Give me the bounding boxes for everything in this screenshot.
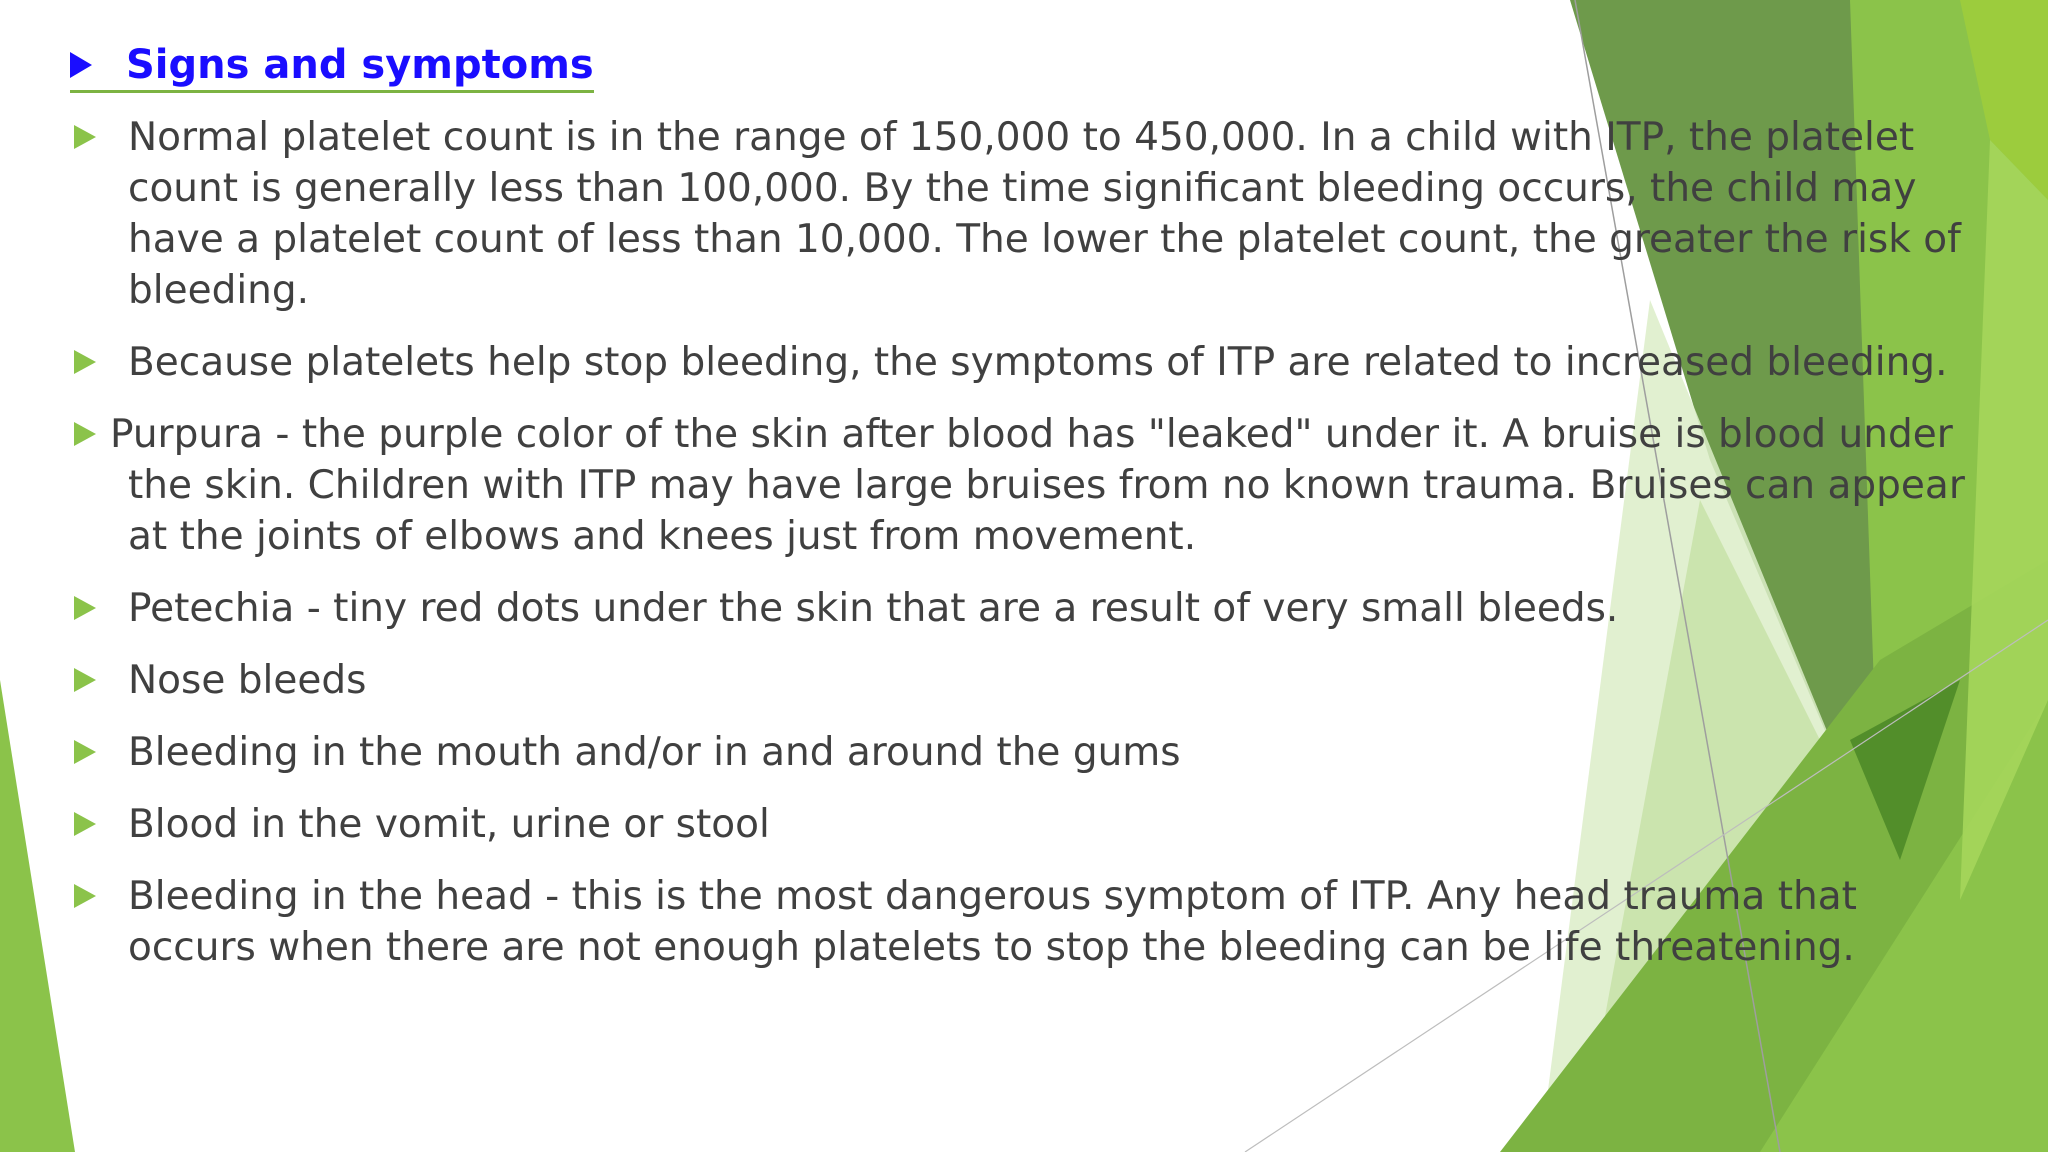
triangle-right-icon bbox=[70, 52, 92, 78]
list-item bbox=[70, 337, 1970, 388]
triangle-right-icon bbox=[74, 422, 96, 446]
list-item bbox=[70, 655, 1970, 706]
bullet-text: Purpura - the purple color of the skin after blood has "leaked" under it. A bruise is blood under the skin. Children with ITP may have large bruises from no known trauma. Bruises can appear at the joints of elbows and knees just from movement. bbox=[110, 412, 1965, 559]
bullet-text: Petechia - tiny red dots under the skin that are a result of very small bleeds. bbox=[128, 586, 1619, 631]
triangle-right-icon bbox=[74, 740, 96, 764]
triangle-right-icon bbox=[74, 350, 96, 374]
triangle-right-icon bbox=[74, 596, 96, 620]
bullet-list bbox=[70, 112, 1970, 994]
triangle-right-icon bbox=[74, 884, 96, 908]
list-item bbox=[70, 583, 1970, 634]
list-item bbox=[70, 871, 1970, 973]
triangle-right-icon bbox=[74, 668, 96, 692]
triangle-right-icon bbox=[74, 125, 96, 149]
slide-heading[interactable] bbox=[70, 42, 594, 93]
bullet-text: Nose bleeds bbox=[128, 658, 367, 703]
bullet-text: Bleeding in the head - this is the most dangerous symptom of ITP. Any head trauma that occurs when there are not enough platelets to stop the bleeding can be life threatening. bbox=[128, 874, 1857, 970]
triangle-right-icon bbox=[74, 812, 96, 836]
heading-text: Signs and symptoms bbox=[126, 42, 594, 88]
bullet-text: Bleeding in the mouth and/or in and around the gums bbox=[128, 730, 1181, 775]
list-item bbox=[70, 799, 1970, 850]
bullet-text: Blood in the vomit, urine or stool bbox=[128, 802, 770, 847]
bullet-text: Because platelets help stop bleeding, the symptoms of ITP are related to increased bleeding. bbox=[128, 340, 1948, 385]
list-item bbox=[70, 727, 1970, 778]
bullet-text: Normal platelet count is in the range of 150,000 to 450,000. In a child with ITP, the platelet count is generally less than 100,000. By the time significant bleeding occurs, the child may have a platelet count of less than 10,000. The lower the platelet count, the greater the risk of bleeding. bbox=[128, 115, 1961, 313]
list-item bbox=[70, 112, 1970, 316]
list-item bbox=[70, 409, 1970, 562]
